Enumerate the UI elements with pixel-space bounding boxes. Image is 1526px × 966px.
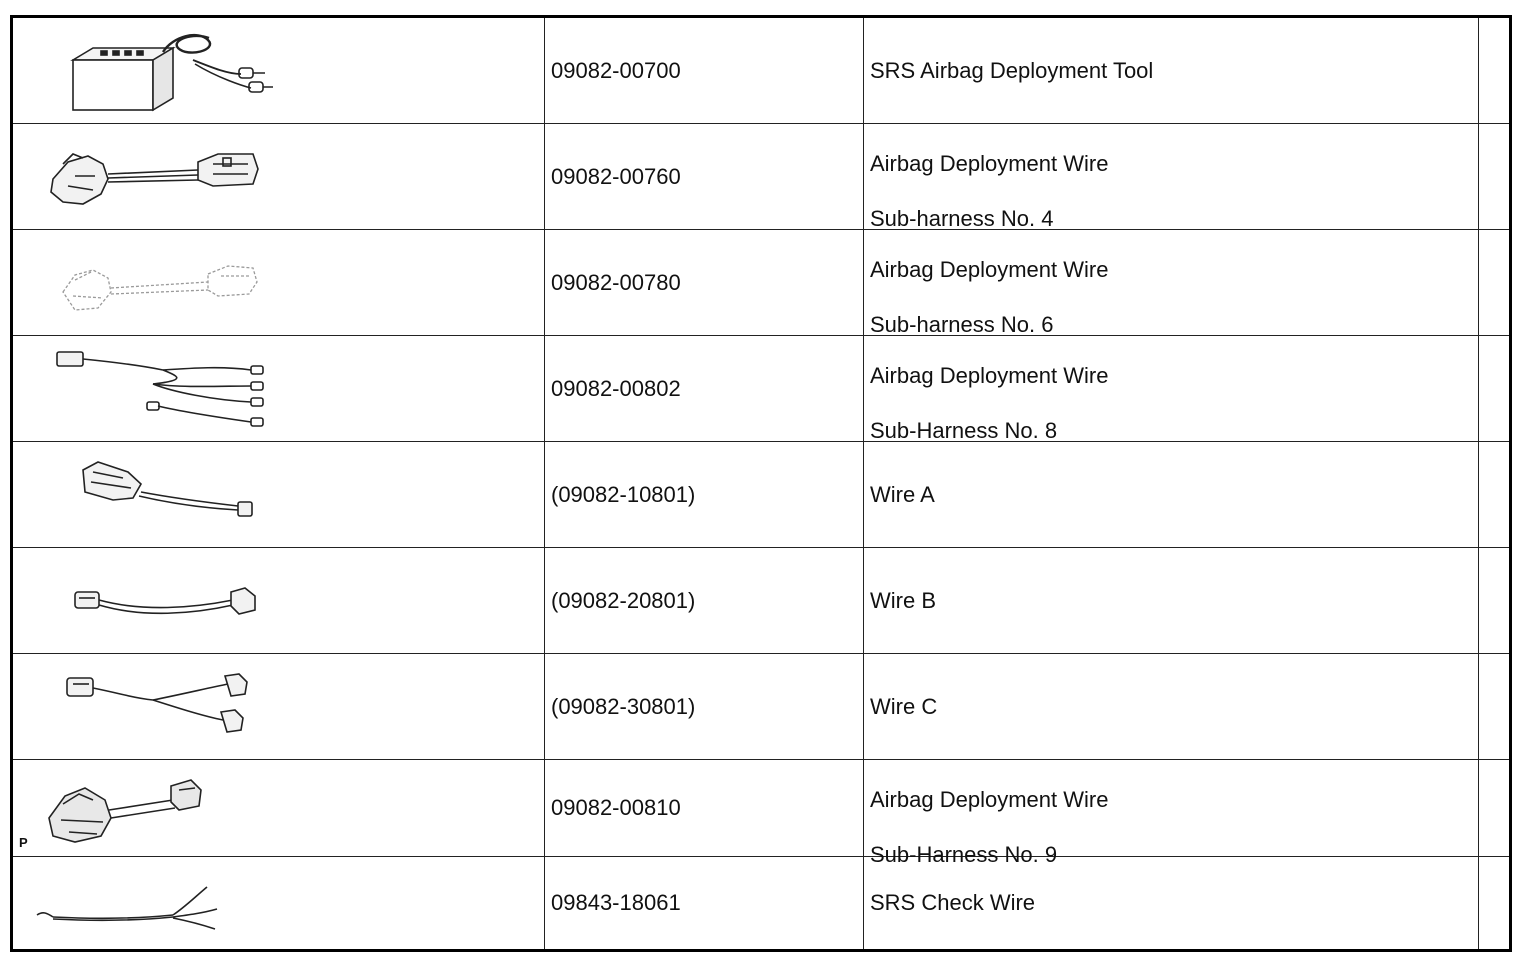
table-row (13, 442, 1509, 548)
tool-name-line: Airbag Deployment Wire (870, 787, 1109, 812)
tool-name-line: Sub-Harness No. 8 (870, 418, 1058, 443)
sub-harness-9-icon (13, 760, 545, 857)
part-number: (09082-30801) (551, 693, 696, 719)
tool-name: SRS Check Wire (870, 890, 1036, 915)
part-number: 09082-00780 (551, 269, 681, 295)
table-row (13, 18, 1509, 124)
sub-harness-6-icon (13, 230, 545, 336)
part-number: 09843-18061 (551, 890, 681, 915)
tool-name: Wire A (870, 481, 935, 507)
tool-image-cell (13, 857, 545, 949)
tool-image-cell (13, 654, 545, 759)
tool-name-line: Sub-Harness No. 9 (870, 842, 1058, 867)
part-number: 09082-00700 (551, 57, 681, 83)
tool-image-cell (13, 18, 545, 123)
table-row (13, 857, 1509, 949)
table-row (13, 760, 1509, 867)
tool-name-line: Airbag Deployment Wire (870, 257, 1109, 282)
tool-image-cell (13, 760, 545, 856)
tool-image-cell (13, 336, 545, 441)
image-marker: P (19, 835, 28, 850)
part-number: (09082-20801) (551, 587, 696, 613)
blank-cell (1479, 442, 1509, 547)
tool-name: SRS Airbag Deployment Tool (870, 57, 1154, 83)
wire-a-icon (13, 442, 545, 548)
sub-harness-4-icon (13, 124, 545, 230)
table-row (13, 336, 1509, 442)
wire-c-icon (13, 654, 545, 760)
deployment-tool-icon (13, 18, 545, 124)
blank-cell (1479, 124, 1509, 229)
blank-cell (1479, 654, 1509, 759)
table-row (13, 548, 1509, 654)
tool-image-cell (13, 124, 545, 229)
part-number: (09082-10801) (551, 481, 696, 507)
blank-cell (1479, 230, 1509, 335)
blank-cell (1479, 336, 1509, 441)
tool-image-cell (13, 442, 545, 547)
tool-image-cell (13, 230, 545, 335)
blank-cell (1479, 548, 1509, 653)
table-row (13, 654, 1509, 760)
tool-name-line: Sub-harness No. 6 (870, 312, 1054, 337)
tool-name-line: Airbag Deployment Wire (870, 151, 1109, 176)
part-number: 09082-00810 (551, 795, 681, 820)
wire-b-icon (13, 548, 545, 654)
table-row (13, 124, 1509, 230)
part-number: 09082-00760 (551, 163, 681, 189)
tool-name-line: Airbag Deployment Wire (870, 363, 1109, 388)
tool-image-cell (13, 548, 545, 653)
sub-harness-8-icon (13, 336, 545, 442)
tool-name: Wire C (870, 693, 938, 719)
blank-cell (1479, 18, 1509, 123)
check-wire-icon (13, 857, 545, 949)
part-number: 09082-00802 (551, 375, 681, 401)
table-row (13, 230, 1509, 336)
blank-cell (1479, 857, 1509, 949)
special-service-tools-table (10, 15, 1512, 952)
tool-name-line: Sub-harness No. 4 (870, 206, 1054, 231)
tool-name: Wire B (870, 587, 936, 613)
blank-cell (1479, 760, 1509, 856)
